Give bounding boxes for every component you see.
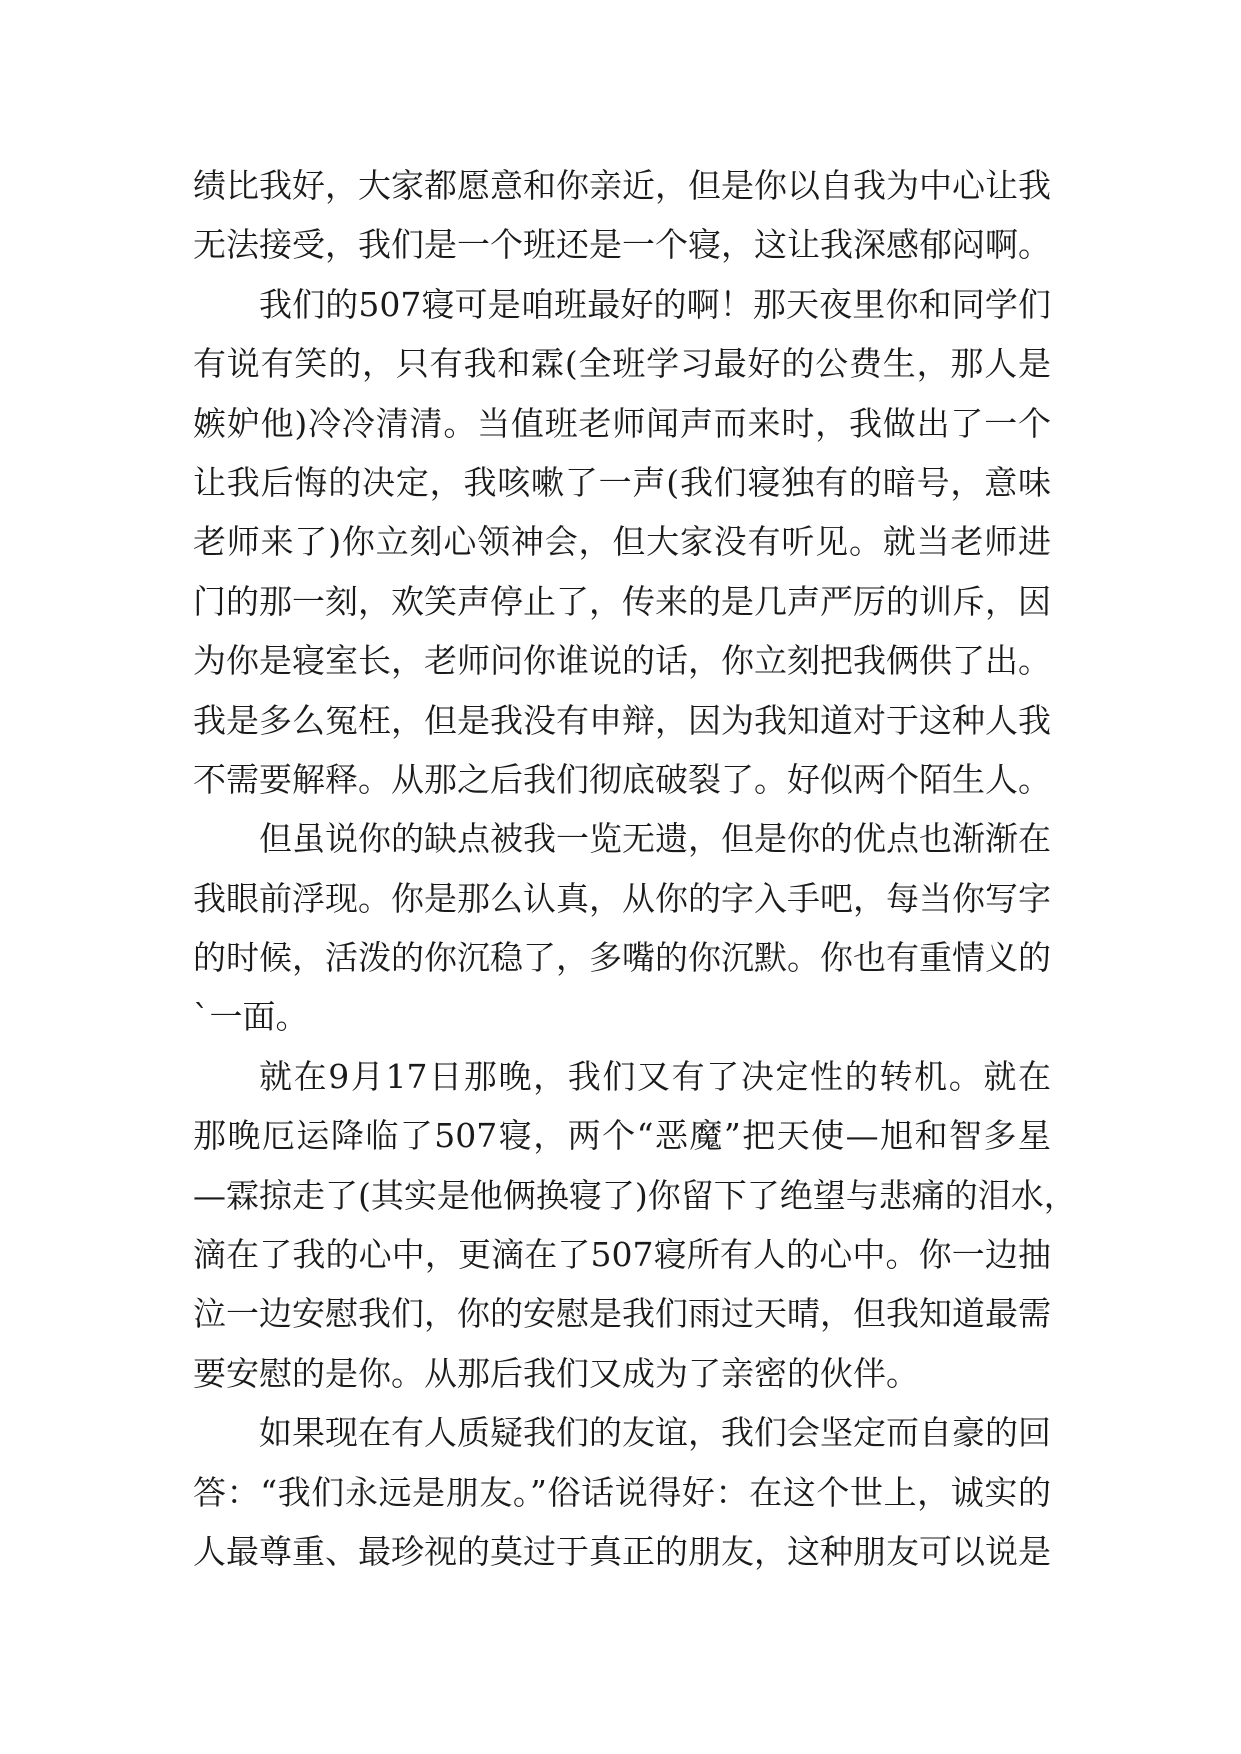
text-line: 人最尊重、最珍视的莫过于真正的朋友，这种朋友可以说是 <box>193 1531 1051 1571</box>
text-line: 要安慰的是你。从那后我们又成为了亲密的伙伴。 <box>193 1353 919 1393</box>
text-line: 为你是寝室长，老师问你谁说的话，你立刻把我俩供了出。 <box>193 641 1051 681</box>
text-line: 滴在了我的心中，更滴在了507寝所有人的心中。你一边抽 <box>193 1235 1051 1275</box>
text-line: 无法接受，我们是一个班还是一个寝，这让我深感郁闷啊。 <box>193 225 1051 265</box>
text-line: —霖掠走了(其实是他俩换寝了)你留下了绝望与悲痛的泪水， <box>193 1175 1077 1215</box>
paragraph-first-line: 我们的507寝可是咱班最好的啊！那天夜里你和同学们 <box>259 284 1051 324</box>
text-line: 门的那一刻，欢笑声停止了，传来的是几声严厉的训斥，因 <box>193 581 1051 621</box>
text-line: `一面。 <box>193 997 309 1037</box>
text-line: 我是多么冤枉，但是我没有申辩，因为我知道对于这种人我 <box>193 700 1051 740</box>
text-line: 的时候，活泼的你沉稳了，多嘴的你沉默。你也有重情义的 <box>193 938 1051 978</box>
body-text <box>193 156 1077 1581</box>
text-line: 嫉妒他)冷冷清清。当值班老师闻声而来时，我做出了一个 <box>193 403 1051 443</box>
paragraph-first-line: 就在9月17日那晚，我们又有了决定性的转机。就在 <box>259 1056 1051 1096</box>
text-line: 泣一边安慰我们，你的安慰是我们雨过天晴，但我知道最需 <box>193 1294 1051 1334</box>
text-line: 绩比我好，大家都愿意和你亲近，但是你以自我为中心让我 <box>193 166 1051 205</box>
text-line: 答：“我们永远是朋友。”俗话说得好：在这个世上，诚实的 <box>193 1472 1051 1512</box>
text-line: 让我后悔的决定，我咳嗽了一声(我们寝独有的暗号，意味 <box>193 462 1051 502</box>
text-line: 有说有笑的，只有我和霖(全班学习最好的公费生，那人是 <box>193 344 1051 384</box>
text-line: 老师来了)你立刻心领神会，但大家没有听见。就当老师进 <box>193 522 1051 562</box>
text-line: 不需要解释。从那之后我们彻底破裂了。好似两个陌生人。 <box>193 759 1051 799</box>
paragraph-first-line: 如果现在有人质疑我们的友谊，我们会坚定而自豪的回 <box>259 1413 1051 1453</box>
text-line: 那晚厄运降临了507寝，两个“恶魔”把天使—旭和智多星 <box>193 1116 1051 1156</box>
text-line: 我眼前浮现。你是那么认真，从你的字入手吧，每当你写字 <box>193 878 1051 918</box>
paragraph-first-line: 但虽说你的缺点被我一览无遗，但是你的优点也渐渐在 <box>259 819 1051 859</box>
